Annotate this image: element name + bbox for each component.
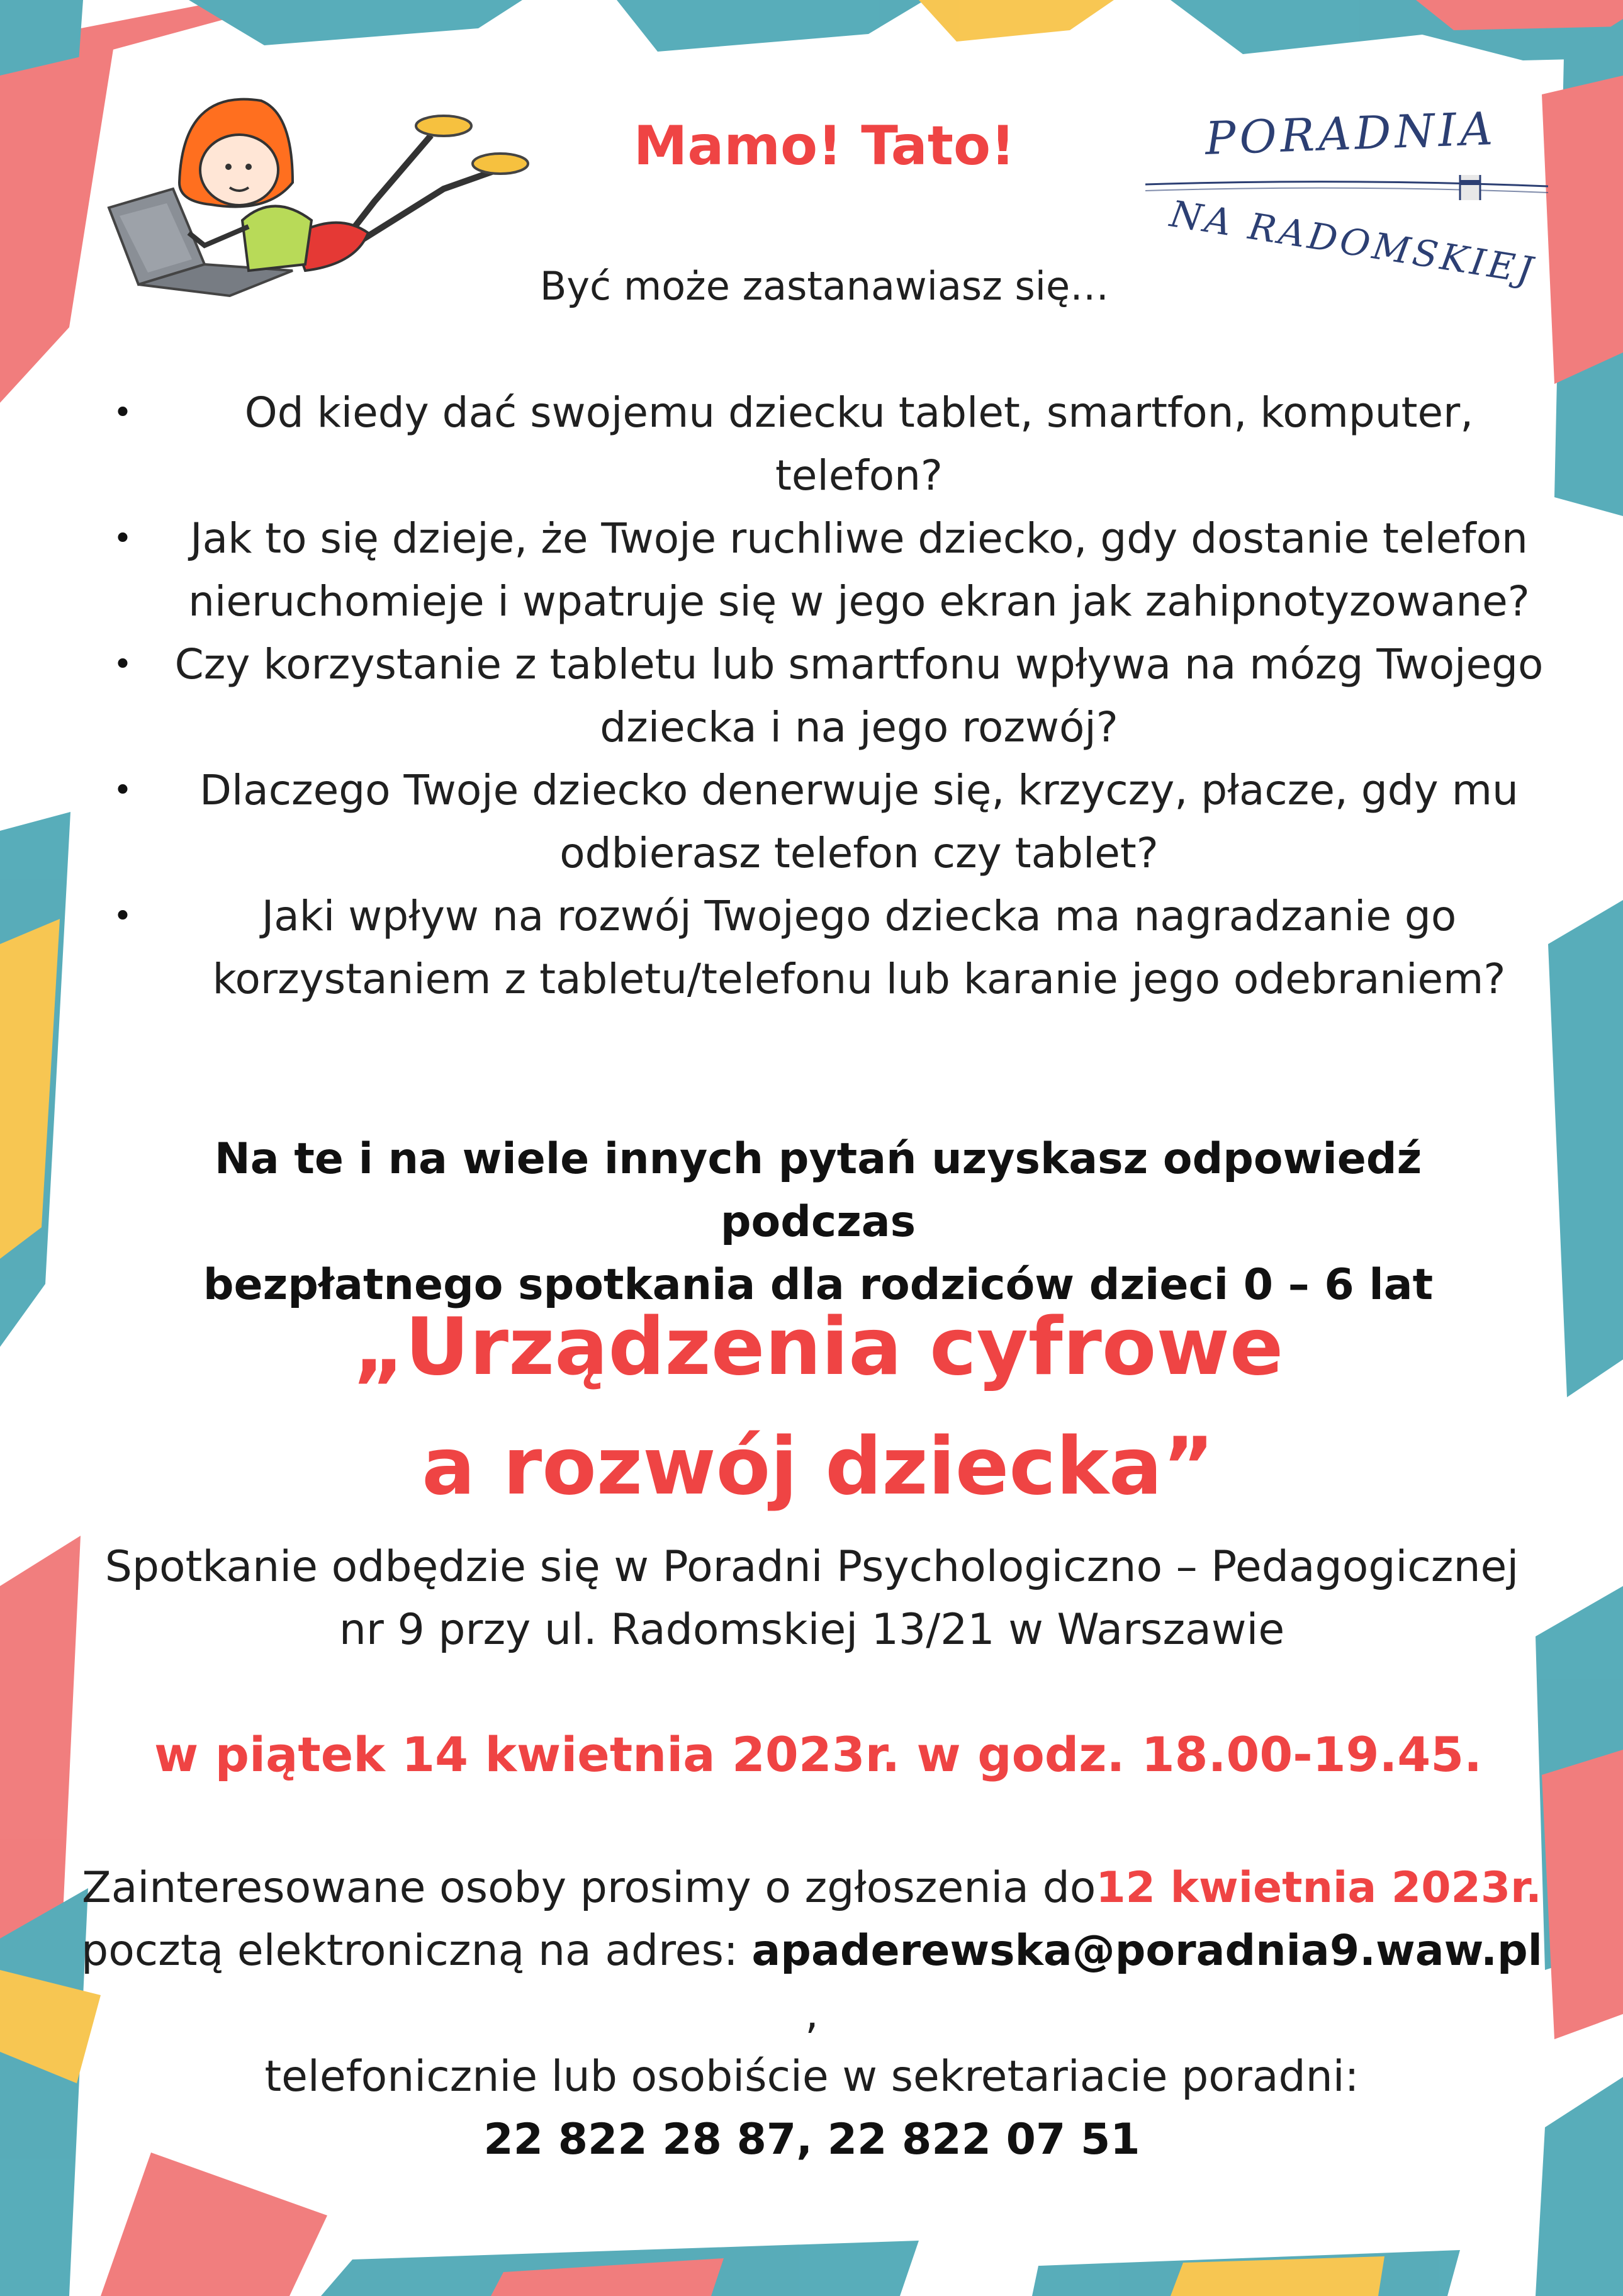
question-text: Od kiedy dać swojemu dziecku tablet, smartfon, komputer, telefon?	[244, 388, 1474, 500]
registration-deadline: 12 kwietnia 2023r.	[1096, 1863, 1542, 1913]
bullet-icon: •	[113, 772, 133, 809]
registration-phones: 22 822 28 87, 22 822 07 51	[483, 2115, 1140, 2164]
bullet-icon: •	[113, 646, 133, 684]
location-line-2: nr 9 przy ul. Radomskiej 13/21 w Warszawie	[339, 1605, 1285, 1655]
questions-list	[107, 381, 1554, 1011]
registration-info	[76, 1857, 1548, 2171]
event-title-line-1: „Urządzenia cyfrowe	[352, 1300, 1284, 1393]
bullet-icon: •	[113, 394, 133, 432]
registration-email-link[interactable]: apaderewska@poradnia9.waw.pl	[751, 1926, 1542, 1976]
question-item	[107, 633, 1554, 759]
callout-line-2: bezpłatnego spotkania dla rodziców dzieci 0 – 6 lat	[203, 1260, 1434, 1310]
location-text	[69, 1536, 1554, 1662]
registration-line-3: telefonicznie lub osobiście w sekretariacie poradni:	[264, 2052, 1359, 2102]
event-datetime: w piątek 14 kwietnia 2023r. w godz. 18.00-19.45.	[154, 1726, 1483, 1782]
question-text: Jaki wpływ na rozwój Twojego dziecka ma nagradzanie go korzystaniem z tabletu/telefonu lub karanie jego odebraniem?	[212, 892, 1506, 1003]
event-title	[189, 1287, 1447, 1526]
event-title-line-2: a rozwój dziecka”	[422, 1420, 1215, 1512]
registration-line-2	[76, 1920, 1548, 2046]
bullet-icon: •	[113, 520, 133, 558]
logo-top-text: PORADNIA	[1204, 101, 1498, 166]
bullet-icon: •	[113, 898, 133, 935]
registration-prefix: Zainteresowane osoby prosimy o zgłoszenia do	[82, 1863, 1096, 1913]
poradnia-logo	[1145, 101, 1548, 293]
intro-text: Być może zastanawiasz się…	[539, 263, 1109, 309]
header-title: Mamo! Tato!	[633, 115, 1016, 177]
logo-bottom-text: NA RADOMSKIEJ	[1167, 192, 1539, 293]
logo-band-icon	[1145, 175, 1548, 200]
registration-line-1	[76, 1857, 1548, 1920]
question-text: Dlaczego Twoje dziecko denerwuje się, krzyczy, płacze, gdy mu odbierasz telefon czy tablet?	[199, 766, 1519, 877]
location-line-1: Spotkanie odbędzie się w Poradni Psychologiczno – Pedagogicznej	[104, 1542, 1519, 1592]
registration-email-suffix: ,	[805, 1989, 819, 2039]
question-text: Czy korzystanie z tabletu lub smartfonu wpływa na mózg Twojego dziecka i na jego rozwój?	[174, 640, 1544, 751]
question-item	[107, 381, 1554, 507]
question-item	[107, 507, 1554, 633]
question-item	[107, 759, 1554, 885]
callout-line-1: Na te i na wiele innych pytań uzyskasz odpowiedź podczas	[214, 1134, 1422, 1247]
question-item	[107, 885, 1554, 1011]
registration-email-prefix: pocztą elektroniczną na adres:	[81, 1926, 752, 1976]
question-text: Jak to się dzieje, że Twoje ruchliwe dziecko, gdy dostanie telefon nieruchomieje i wpatruje się w jego ekran jak zahipnotyzowane?	[188, 514, 1530, 626]
